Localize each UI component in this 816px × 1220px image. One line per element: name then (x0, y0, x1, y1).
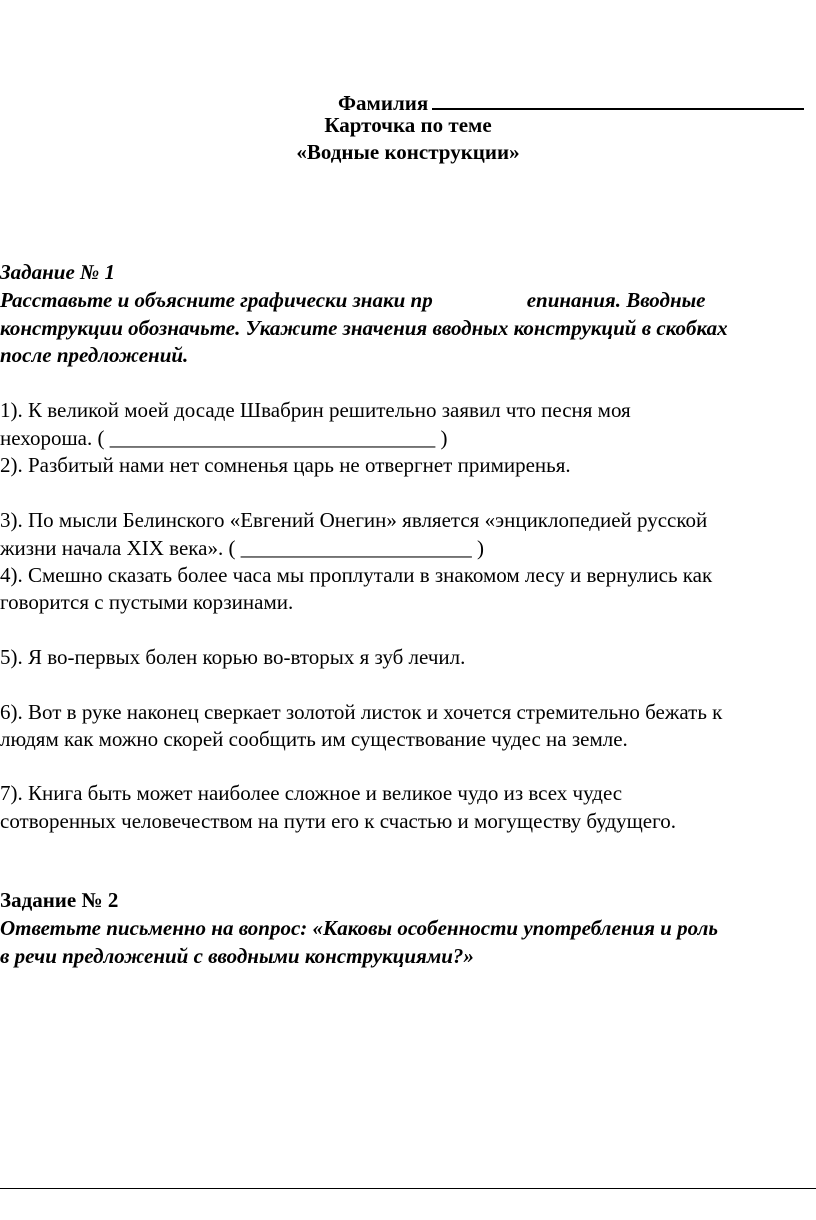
surname-label: Фамилия (338, 91, 429, 115)
sentence-4-line2: говорится с пустыми корзинами. (0, 590, 294, 614)
sentence-1-line1: 1). К великой моей досаде Швабрин решительно заявил что песня моя (0, 398, 631, 422)
task1-instruction-line2: конструкции обозначьте. Укажите значения вводных конструкций в скобках (0, 316, 728, 340)
sentence-5-line1: 5). Я во-первых болен корью во-вторых я зуб лечил. (0, 645, 466, 669)
sentence-6-line2: людям как можно скорей сообщить им существование чудес на земле. (0, 727, 628, 751)
task1-instruction-part-a: Расставьте и объясните графически знаки пр (0, 288, 433, 312)
sentence-2-line1: 2). Разбитый нами нет сомненья царь не отвергнет примиренья. (0, 453, 571, 477)
sentence-3-line1: 3). По мысли Белинского «Евгений Онегин» является «энциклопедией русской (0, 508, 708, 532)
sentence-3-line2: жизни начала XIX века». ( ______________________ ) (0, 536, 484, 560)
footer-divider (0, 1188, 816, 1189)
sentence-4-line1: 4). Смешно сказать более часа мы проплутали в знакомом лесу и вернулись как (0, 563, 713, 587)
sentence-7-line1: 7). Книга быть может наиболее сложное и великое чудо из всех чудес (0, 781, 623, 805)
sentence-7-line2: сотворенных человечеством на пути его к счастью и могуществу будущего. (0, 809, 676, 833)
card-topic: «Водные конструкции» (296, 140, 520, 164)
sentence-1-line2: нехороша. ( _______________________________ ) (0, 426, 448, 450)
sentence-6-line1: 6). Вот в руке наконец сверкает золотой листок и хочется стремительно бежать к (0, 700, 723, 724)
card-title: Карточка по теме (324, 113, 492, 137)
task1-heading: Задание № 1 (0, 260, 115, 284)
task2-heading: Задание № 2 (0, 888, 119, 912)
task2-instruction-line2: в речи предложений с вводными конструкциями?» (0, 944, 474, 968)
task2-instruction-line1: Ответьте письменно на вопрос: «Каковы особенности употребления и роль (0, 916, 718, 940)
task1-instruction-line1 (0, 287, 706, 314)
task1-instruction-line3: после предложений. (0, 343, 189, 367)
surname-blank-line (432, 86, 804, 110)
task1-instruction-part-b: епинания. Вводные (526, 288, 706, 312)
